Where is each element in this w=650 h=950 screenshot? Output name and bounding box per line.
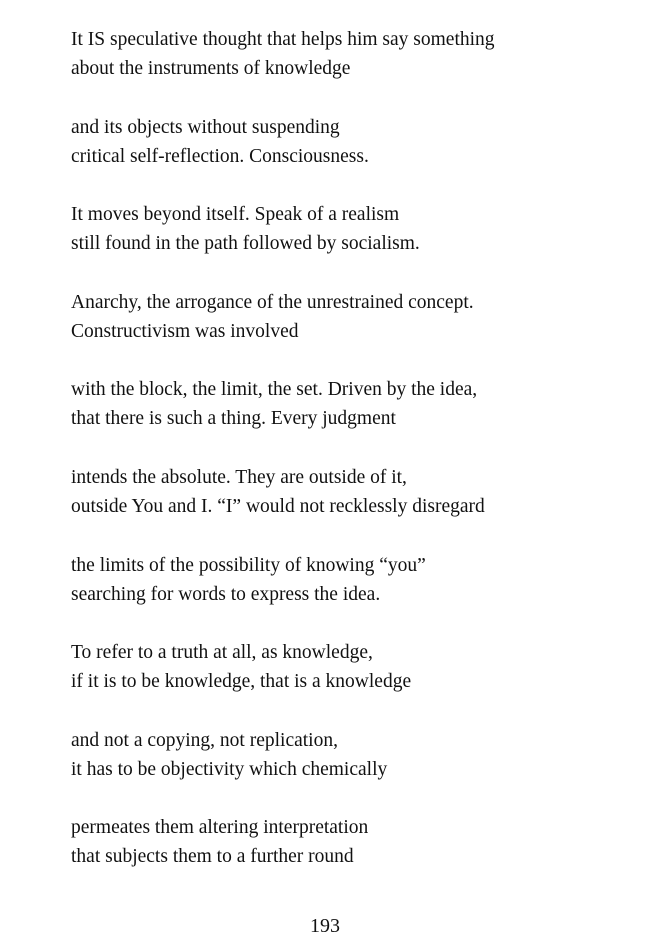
- stanza: [71, 288, 631, 346]
- poem-line: the limits of the possibility of knowing “you”: [71, 554, 426, 576]
- poem-line: and not a copying, not replication,: [71, 729, 338, 751]
- poem-line: searching for words to express the idea.: [71, 583, 381, 605]
- poem-line: critical self-reflection. Consciousness.: [71, 145, 369, 167]
- poem-line: permeates them altering interpretation: [71, 817, 369, 839]
- poem-line: and its objects without suspending: [71, 116, 340, 138]
- stanza: [71, 813, 631, 871]
- poem-line: about the instruments of knowledge: [71, 58, 351, 79]
- poem-line: It IS speculative thought that helps him say something: [71, 29, 495, 50]
- poem-line: Anarchy, the arrogance of the unrestrained concept.: [71, 291, 474, 313]
- stanza: [71, 375, 631, 433]
- poem-line: still found in the path followed by socialism.: [71, 233, 420, 255]
- stanza: [71, 551, 631, 609]
- stanza: [71, 638, 631, 696]
- poem-line: outside You and I. “I” would not recklessly disregard: [71, 495, 485, 517]
- poem-line: if it is to be knowledge, that is a knowledge: [71, 671, 412, 693]
- poem-line: Constructivism was involved: [71, 320, 299, 342]
- poem-line: with the block, the limit, the set. Driven by the idea,: [71, 379, 478, 401]
- stanza: [71, 113, 631, 171]
- poem-line: it has to be objectivity which chemically: [71, 758, 388, 780]
- poem-line: To refer to a truth at all, as knowledge,: [71, 642, 373, 664]
- page-number: 193: [310, 915, 340, 937]
- stanza: [71, 463, 631, 521]
- poem-line: It moves beyond itself. Speak of a realism: [71, 204, 400, 226]
- poem-line: intends the absolute. They are outside of it,: [71, 466, 407, 488]
- stanza: [71, 25, 631, 83]
- poem-line: that subjects them to a further round: [71, 846, 354, 868]
- poem-body: [71, 25, 631, 901]
- stanza: [71, 200, 631, 258]
- poem-line: that there is such a thing. Every judgment: [71, 408, 396, 430]
- stanza: [71, 726, 631, 784]
